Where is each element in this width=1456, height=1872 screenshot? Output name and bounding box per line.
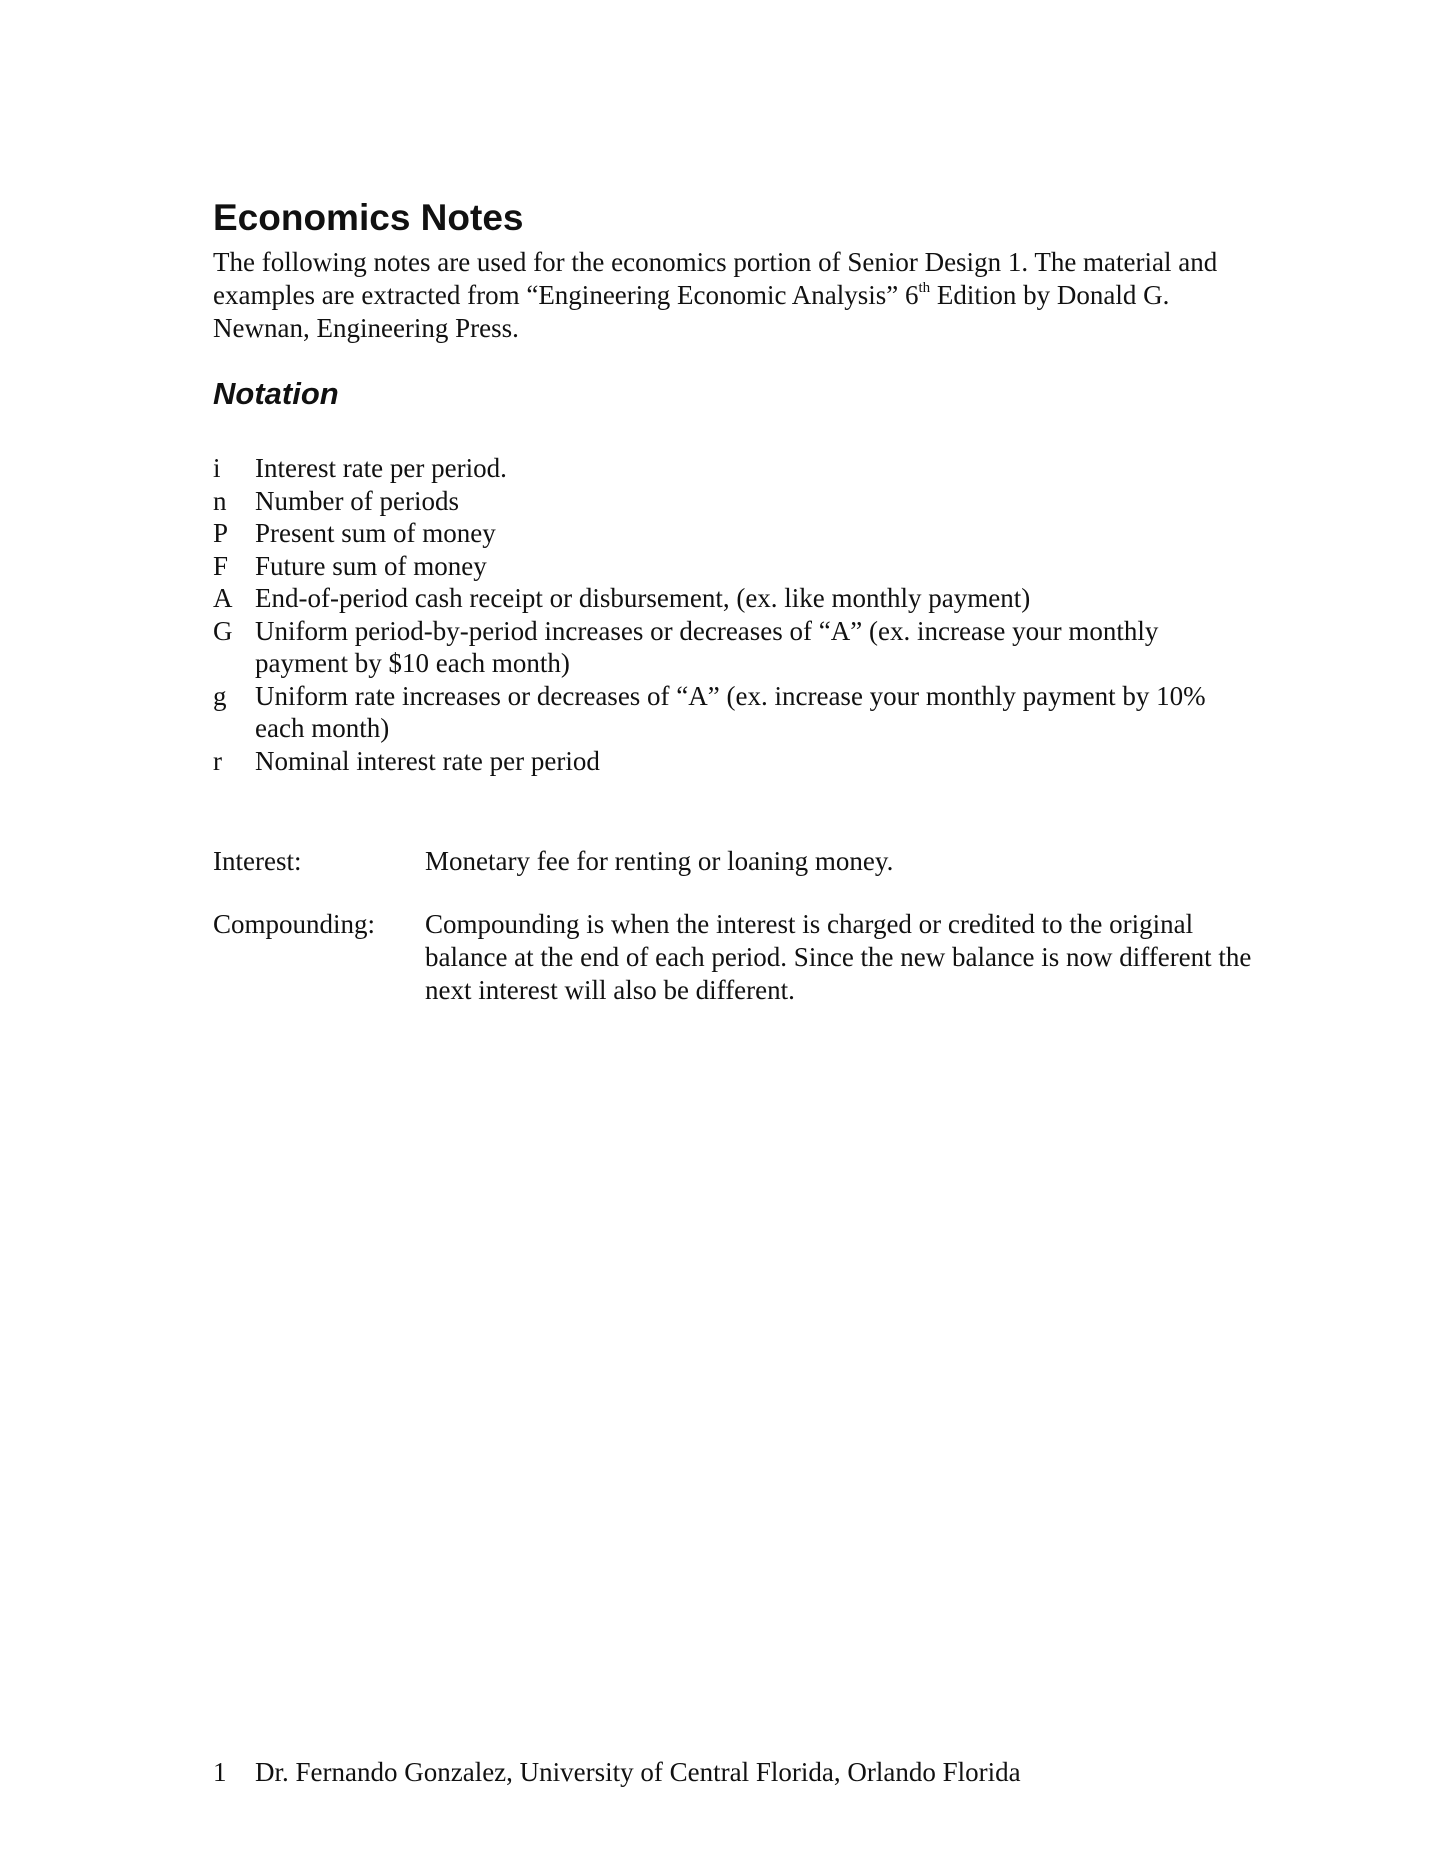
intro-paragraph	[213, 246, 1253, 345]
notation-description: Present sum of money	[255, 518, 496, 548]
definition-text: Monetary fee for renting or loaning money.	[425, 846, 894, 876]
page-footer	[213, 1756, 1021, 1789]
notation-symbol: g	[213, 680, 227, 711]
page-number: 1	[213, 1757, 227, 1787]
notation-description: Nominal interest rate per period	[255, 745, 600, 776]
notation-item	[213, 485, 1253, 518]
notation-symbol: i	[213, 453, 221, 483]
document-title: Economics Notes	[213, 197, 524, 238]
definitions-list	[213, 845, 1253, 1037]
notation-symbol: P	[213, 518, 229, 548]
notation-item	[213, 517, 1253, 550]
definition-item	[213, 908, 1253, 1007]
notation-symbol: G	[213, 615, 233, 646]
notation-description: Interest rate per period.	[255, 453, 507, 483]
notation-description: Uniform period-by-period increases or decreases of “A” (ex. increase your monthly payment by $10 each month)	[255, 615, 1159, 678]
notation-description: Uniform rate increases or decreases of “A” (ex. increase your monthly payment by 10% each month)	[255, 680, 1206, 743]
notation-item	[213, 680, 1253, 745]
notation-symbol: n	[213, 485, 227, 516]
notation-list	[213, 452, 1253, 777]
notation-description: Number of periods	[255, 485, 459, 516]
notation-description: Future sum of money	[255, 550, 487, 581]
definition-term: Interest:	[213, 846, 302, 876]
footer-text: Dr. Fernando Gonzalez, University of Central Florida, Orlando Florida	[255, 1757, 1021, 1787]
definition-item	[213, 845, 1253, 878]
notation-item	[213, 550, 1253, 583]
notation-symbol: A	[213, 583, 233, 613]
notation-item	[213, 452, 1253, 485]
definition-text: Compounding is when the interest is charged or credited to the original balance at the end of each period. Since the new balance is now different the next interest will also be different.	[425, 909, 1252, 1005]
notation-description: End-of-period cash receipt or disbursement, (ex. like monthly payment)	[255, 583, 1031, 613]
notation-item	[213, 615, 1253, 680]
notation-item	[213, 745, 1253, 778]
notation-item	[213, 582, 1253, 615]
edition-superscript: th	[918, 280, 931, 296]
notation-heading: Notation	[213, 376, 339, 411]
notation-symbol: F	[213, 550, 229, 581]
intro-text-continued: Edition by Donald G. Newnan, Engineering Press.	[213, 280, 1170, 343]
definition-term: Compounding:	[213, 909, 376, 939]
notation-symbol: r	[213, 745, 222, 776]
intro-text: The following notes are used for the economics portion of Senior Design 1. The material and examples are extracted from “Engineering Economic Analysis” 6	[213, 247, 1218, 310]
